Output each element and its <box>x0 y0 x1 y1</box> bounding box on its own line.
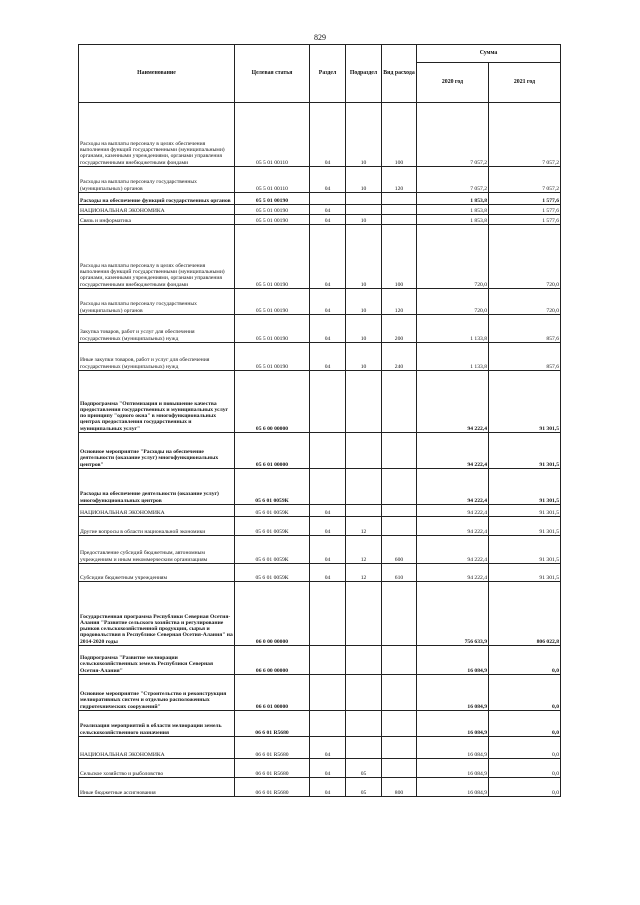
row-subsection <box>346 646 382 675</box>
row-expense-type <box>382 505 417 517</box>
row-amount-2021: 91 301,5 <box>489 371 561 433</box>
row-subsection: 10 <box>346 215 382 225</box>
row-amount-2021: 720,0 <box>489 225 561 289</box>
table-row <box>79 737 561 759</box>
row-amount-2020: 94 222,4 <box>417 517 489 536</box>
table-row <box>79 646 561 675</box>
table-row <box>79 289 561 315</box>
row-target-code: 06 6 01 R5680 <box>235 711 310 737</box>
row-subsection <box>346 675 382 711</box>
row-amount-2021: 0,0 <box>489 646 561 675</box>
table-row <box>79 205 561 215</box>
row-target-code: 05 5 01 00190 <box>235 315 310 343</box>
row-name: Реализация мероприятий в области мелиорации земель сельскохозяйственного назначения <box>79 711 235 737</box>
row-subsection: 10 <box>346 103 382 167</box>
page-number: 829 <box>314 33 326 42</box>
row-expense-type <box>382 517 417 536</box>
budget-table <box>78 44 561 797</box>
row-name: Сельское хозяйство и рыболовство <box>79 759 235 778</box>
row-section: 04 <box>310 289 346 315</box>
row-expense-type: 200 <box>382 315 417 343</box>
row-section: 04 <box>310 517 346 536</box>
table-row <box>79 517 561 536</box>
row-amount-2021: 857,6 <box>489 343 561 371</box>
row-name: Предоставление субсидий бюджетным, автономным учреждениям и иным некоммерческим организациям <box>79 536 235 564</box>
row-expense-type <box>382 215 417 225</box>
row-expense-type: 100 <box>382 103 417 167</box>
row-amount-2020: 720,0 <box>417 225 489 289</box>
row-target-code: 06 6 01 00000 <box>235 675 310 711</box>
row-amount-2020: 1 133,8 <box>417 343 489 371</box>
row-expense-type <box>382 193 417 205</box>
row-amount-2020: 94 222,4 <box>417 371 489 433</box>
row-name: Расходы на обеспечение функций государственных органов <box>79 193 235 205</box>
row-subsection: 10 <box>346 225 382 289</box>
table-row <box>79 564 561 582</box>
row-amount-2021: 0,0 <box>489 778 561 797</box>
row-section <box>310 433 346 469</box>
row-name: Основное мероприятие "Расходы на обеспечение деятельности (оказание услуг) многофункциональных центров" <box>79 433 235 469</box>
row-name: НАЦИОНАЛЬНАЯ ЭКОНОМИКА <box>79 505 235 517</box>
row-subsection: 10 <box>346 167 382 193</box>
row-amount-2020: 7 057,2 <box>417 103 489 167</box>
table-row <box>79 103 561 167</box>
row-amount-2020: 1 853,8 <box>417 193 489 205</box>
row-section: 04 <box>310 103 346 167</box>
row-subsection <box>346 582 382 646</box>
row-expense-type <box>382 371 417 433</box>
row-subsection <box>346 469 382 505</box>
row-name: Расходы на обеспечение деятельности (оказание услуг) многофункциональных центров <box>79 469 235 505</box>
row-target-code: 05 6 01 0059К <box>235 517 310 536</box>
row-subsection: 05 <box>346 778 382 797</box>
table-row <box>79 675 561 711</box>
row-section: 04 <box>310 737 346 759</box>
row-subsection: 12 <box>346 517 382 536</box>
row-amount-2021: 91 301,5 <box>489 517 561 536</box>
row-name: Закупка товаров, работ и услуг для обеспечения государственных (муниципальных) нужд <box>79 315 235 343</box>
row-expense-type <box>382 433 417 469</box>
row-section <box>310 371 346 433</box>
row-target-code: 05 5 01 00190 <box>235 343 310 371</box>
table-row <box>79 193 561 205</box>
row-subsection <box>346 711 382 737</box>
table-row <box>79 469 561 505</box>
row-name: Основное мероприятие "Строительство и реконструкция мелиоративных систем и отдельно расположенных гидротехнических сооружений" <box>79 675 235 711</box>
row-expense-type: 800 <box>382 778 417 797</box>
header-year-2021: 2021 год <box>489 63 561 103</box>
row-amount-2020: 720,0 <box>417 289 489 315</box>
row-amount-2020: 756 633,9 <box>417 582 489 646</box>
row-expense-type: 120 <box>382 289 417 315</box>
table-row <box>79 759 561 778</box>
row-amount-2021: 0,0 <box>489 737 561 759</box>
row-amount-2021: 1 577,6 <box>489 215 561 225</box>
row-expense-type: 600 <box>382 536 417 564</box>
row-target-code: 05 5 01 00190 <box>235 205 310 215</box>
row-section <box>310 469 346 505</box>
row-amount-2021: 1 577,6 <box>489 193 561 205</box>
row-subsection: 12 <box>346 564 382 582</box>
row-amount-2021: 91 301,5 <box>489 469 561 505</box>
row-target-code: 05 6 01 0059К <box>235 505 310 517</box>
row-amount-2021: 0,0 <box>489 675 561 711</box>
row-amount-2021: 0,0 <box>489 759 561 778</box>
row-expense-type: 100 <box>382 225 417 289</box>
table-row <box>79 343 561 371</box>
row-subsection <box>346 505 382 517</box>
table-row <box>79 505 561 517</box>
row-section: 04 <box>310 343 346 371</box>
row-expense-type <box>382 675 417 711</box>
table-row <box>79 371 561 433</box>
row-amount-2021: 806 022,8 <box>489 582 561 646</box>
header-name: Наименование <box>79 45 235 103</box>
row-amount-2020: 16 084,9 <box>417 759 489 778</box>
row-target-code: 05 5 01 00110 <box>235 103 310 167</box>
table-row <box>79 315 561 343</box>
row-section <box>310 193 346 205</box>
row-amount-2020: 16 084,9 <box>417 675 489 711</box>
row-target-code: 05 6 01 00000 <box>235 433 310 469</box>
row-section: 04 <box>310 778 346 797</box>
header-sum: Сумма <box>417 45 561 63</box>
row-name: Расходы на выплаты персоналу государственных (муниципальных) органов <box>79 289 235 315</box>
row-section: 04 <box>310 225 346 289</box>
row-amount-2021: 7 057,2 <box>489 167 561 193</box>
row-amount-2020: 1 133,8 <box>417 315 489 343</box>
row-name: Подпрограмма "Развитие мелиорации сельскохозяйственных земель Республики Северная Осетия-Алания" <box>79 646 235 675</box>
row-expense-type <box>382 737 417 759</box>
row-target-code: 06 6 01 R5680 <box>235 759 310 778</box>
row-target-code: 05 5 01 00190 <box>235 289 310 315</box>
row-section: 04 <box>310 759 346 778</box>
row-name: Иные закупки товаров, работ и услуг для обеспечения государственных (муниципальных) нужд <box>79 343 235 371</box>
row-section <box>310 675 346 711</box>
row-amount-2020: 94 222,4 <box>417 433 489 469</box>
row-section: 04 <box>310 205 346 215</box>
row-amount-2020: 16 084,9 <box>417 737 489 759</box>
row-amount-2020: 94 222,4 <box>417 536 489 564</box>
table-row <box>79 167 561 193</box>
row-expense-type: 610 <box>382 564 417 582</box>
row-amount-2021: 857,6 <box>489 315 561 343</box>
row-expense-type <box>382 205 417 215</box>
row-target-code: 05 6 01 0059К <box>235 536 310 564</box>
row-amount-2020: 94 222,4 <box>417 564 489 582</box>
row-section: 04 <box>310 167 346 193</box>
row-target-code: 05 6 01 0059К <box>235 564 310 582</box>
row-target-code: 05 5 01 00190 <box>235 193 310 205</box>
row-name: Государственная программа Республики Северная Осетия-Алания "Развитие сельского хозяйства и регулирование рынков сельскохозяйственной продукции, сырья и продовольствия в Республике Северная Осетия-Алания" на 2014-2020 годы <box>79 582 235 646</box>
row-expense-type: 240 <box>382 343 417 371</box>
row-subsection: 10 <box>346 343 382 371</box>
row-target-code: 05 6 01 0059К <box>235 469 310 505</box>
row-amount-2021: 0,0 <box>489 711 561 737</box>
row-subsection <box>346 737 382 759</box>
row-name: НАЦИОНАЛЬНАЯ ЭКОНОМИКА <box>79 737 235 759</box>
row-name: НАЦИОНАЛЬНАЯ ЭКОНОМИКА <box>79 205 235 215</box>
row-section: 04 <box>310 536 346 564</box>
header-code: Целевая статья <box>235 45 310 103</box>
table-row <box>79 225 561 289</box>
row-expense-type <box>382 711 417 737</box>
row-name: Субсидии бюджетным учреждениям <box>79 564 235 582</box>
row-section: 04 <box>310 564 346 582</box>
row-section <box>310 711 346 737</box>
row-subsection <box>346 371 382 433</box>
row-name: Расходы на выплаты персоналу в целях обеспечения выполнения функций государственными (муниципальными) органами, казенными учреждениями, органами управления государственными внебюджетными фондами <box>79 225 235 289</box>
row-amount-2020: 16 084,9 <box>417 778 489 797</box>
header-expense-type: Вид расхода <box>382 45 417 103</box>
table-row <box>79 778 561 797</box>
row-target-code: 05 5 01 00190 <box>235 215 310 225</box>
row-name: Иные бюджетные ассигнования <box>79 778 235 797</box>
header-year-2020: 2020 год <box>417 63 489 103</box>
row-section <box>310 646 346 675</box>
row-amount-2020: 16 084,9 <box>417 711 489 737</box>
row-amount-2020: 1 853,8 <box>417 215 489 225</box>
row-subsection <box>346 205 382 215</box>
row-amount-2020: 16 084,9 <box>417 646 489 675</box>
row-amount-2020: 7 057,2 <box>417 167 489 193</box>
table-row <box>79 711 561 737</box>
row-expense-type <box>382 582 417 646</box>
row-subsection: 05 <box>346 759 382 778</box>
row-amount-2021: 91 301,5 <box>489 564 561 582</box>
row-subsection: 12 <box>346 536 382 564</box>
header-section: Раздел <box>310 45 346 103</box>
row-section <box>310 582 346 646</box>
table-header <box>79 45 561 103</box>
row-name: Связь и информатика <box>79 215 235 225</box>
header-subsection: Подраздел <box>346 45 382 103</box>
row-target-code: 06 6 01 R5680 <box>235 778 310 797</box>
row-target-code: 06 6 01 R5680 <box>235 737 310 759</box>
table-row <box>79 215 561 225</box>
row-amount-2021: 7 057,2 <box>489 103 561 167</box>
table-row <box>79 536 561 564</box>
row-target-code: 05 5 01 00190 <box>235 225 310 289</box>
row-subsection <box>346 193 382 205</box>
row-amount-2021: 91 301,5 <box>489 505 561 517</box>
row-amount-2021: 1 577,6 <box>489 205 561 215</box>
row-target-code: 05 6 00 00000 <box>235 371 310 433</box>
row-expense-type <box>382 646 417 675</box>
table-row <box>79 582 561 646</box>
row-section: 04 <box>310 505 346 517</box>
row-expense-type <box>382 469 417 505</box>
row-amount-2021: 91 301,5 <box>489 536 561 564</box>
row-amount-2020: 94 222,4 <box>417 505 489 517</box>
row-target-code: 05 5 01 00110 <box>235 167 310 193</box>
row-target-code: 06 6 00 00000 <box>235 646 310 675</box>
row-subsection: 10 <box>346 289 382 315</box>
row-expense-type <box>382 759 417 778</box>
table-body <box>79 103 561 797</box>
row-target-code: 06 0 00 00000 <box>235 582 310 646</box>
row-amount-2021: 91 301,5 <box>489 433 561 469</box>
row-subsection: 10 <box>346 315 382 343</box>
row-section: 04 <box>310 215 346 225</box>
row-section: 04 <box>310 315 346 343</box>
row-amount-2020: 94 222,4 <box>417 469 489 505</box>
row-name: Подпрограмма "Оптимизация и повышение качества предоставления государственных и муниципальных услуг по принципу "одного окна" в многофункциональных центрах предоставления государственных и муниципальных услуг" <box>79 371 235 433</box>
row-amount-2021: 720,0 <box>489 289 561 315</box>
row-name: Другие вопросы в области национальной экономики <box>79 517 235 536</box>
row-expense-type: 120 <box>382 167 417 193</box>
row-name: Расходы на выплаты персоналу в целях обеспечения выполнения функций государственными (муниципальными) органами, казенными учреждениями, органами управления государственными внебюджетными фондами <box>79 103 235 167</box>
row-name: Расходы на выплаты персоналу государственных (муниципальных) органов <box>79 167 235 193</box>
row-subsection <box>346 433 382 469</box>
row-amount-2020: 1 853,8 <box>417 205 489 215</box>
table-row <box>79 433 561 469</box>
